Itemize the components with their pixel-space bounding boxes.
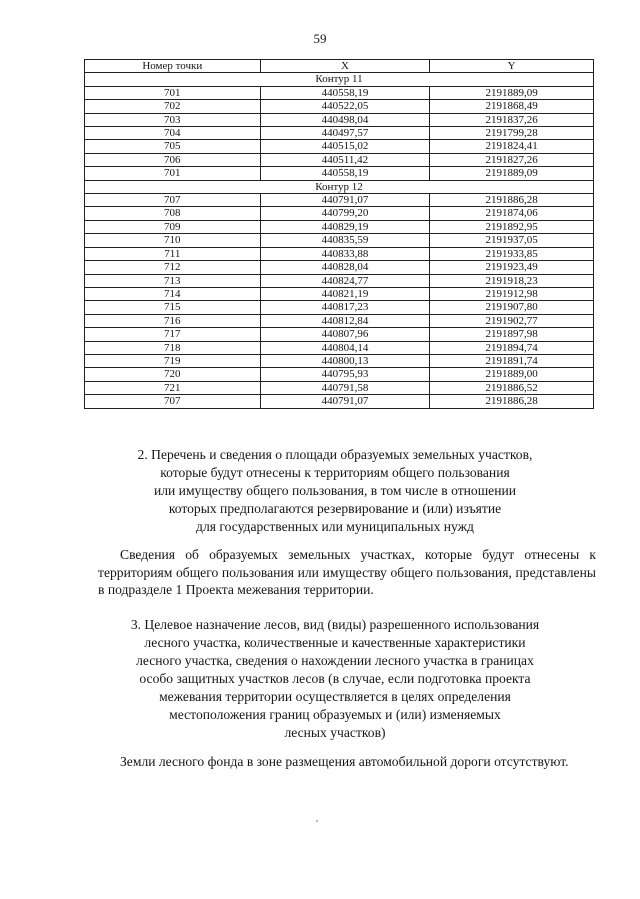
section-3-title-line: 3. Целевое назначение лесов, вид (виды) разрешенного использования — [130, 617, 540, 632]
y-coordinate-cell: 2191897,98 — [430, 328, 594, 341]
y-coordinate-cell: 2191918,23 — [430, 274, 594, 287]
x-coordinate-cell: 440522,05 — [260, 100, 430, 113]
y-coordinate-cell: 2191824,41 — [430, 140, 594, 153]
y-coordinate-cell: 2191889,09 — [430, 167, 594, 180]
point-number-cell: 707 — [85, 395, 261, 408]
x-coordinate-cell: 440791,07 — [260, 395, 430, 408]
column-header-x: X — [260, 60, 430, 73]
y-coordinate-cell: 2191886,28 — [430, 395, 594, 408]
x-coordinate-cell: 440795,93 — [260, 368, 430, 381]
section-3-title-line: особо защитных участков лесов (в случае, если подготовка проекта — [139, 671, 531, 686]
point-number-cell: 720 — [85, 368, 261, 381]
x-coordinate-cell: 440821,19 — [260, 287, 430, 300]
point-number-cell: 711 — [85, 247, 261, 260]
table-row — [85, 194, 594, 207]
point-number-cell: 705 — [85, 140, 261, 153]
table-header — [85, 60, 594, 73]
table-row — [85, 395, 594, 408]
point-number-cell: 710 — [85, 234, 261, 247]
point-number-cell: 706 — [85, 153, 261, 166]
point-number-cell: 715 — [85, 301, 261, 314]
table-row — [85, 220, 594, 233]
x-coordinate-cell: 440807,96 — [260, 328, 430, 341]
contour-header-row — [85, 73, 594, 86]
table-row — [85, 354, 594, 367]
x-coordinate-cell: 440791,58 — [260, 381, 430, 394]
x-coordinate-cell: 440497,57 — [260, 127, 430, 140]
table-body — [85, 73, 594, 408]
table-row — [85, 207, 594, 220]
point-number-cell: 714 — [85, 287, 261, 300]
y-coordinate-cell: 2191937,05 — [430, 234, 594, 247]
table-row — [85, 314, 594, 327]
x-coordinate-cell: 440511,42 — [260, 153, 430, 166]
section-2-title — [100, 446, 570, 536]
x-coordinate-cell: 440835,59 — [260, 234, 430, 247]
y-coordinate-cell: 2191923,49 — [430, 261, 594, 274]
y-coordinate-cell: 2191874,06 — [430, 207, 594, 220]
point-number-cell: 717 — [85, 328, 261, 341]
column-header-point-number: Номер точки — [85, 60, 261, 73]
section-2-title-line: или имуществу общего пользования, в том числе в отношении — [153, 483, 517, 498]
y-coordinate-cell: 2191837,26 — [430, 113, 594, 126]
table-row — [85, 328, 594, 341]
x-coordinate-cell: 440791,07 — [260, 194, 430, 207]
table-row — [85, 234, 594, 247]
contour-title: Контур 11 — [85, 73, 594, 86]
point-number-cell: 704 — [85, 127, 261, 140]
x-coordinate-cell: 440800,13 — [260, 354, 430, 367]
x-coordinate-cell: 440799,20 — [260, 207, 430, 220]
y-coordinate-cell: 2191889,09 — [430, 86, 594, 99]
table-row — [85, 301, 594, 314]
point-number-cell: 718 — [85, 341, 261, 354]
point-number-cell: 707 — [85, 194, 261, 207]
table-row — [85, 287, 594, 300]
y-coordinate-cell: 2191894,74 — [430, 341, 594, 354]
point-number-cell: 702 — [85, 100, 261, 113]
coordinates-table — [84, 59, 594, 409]
table-header-row — [85, 60, 594, 73]
table-row — [85, 381, 594, 394]
x-coordinate-cell: 440824,77 — [260, 274, 430, 287]
section-2-title-line: которых предполагаются резервирование и (или) изъятие — [168, 501, 502, 516]
section-3-title-line: лесного участка, количественные и качественные характеристики — [144, 635, 526, 650]
x-coordinate-cell: 440558,19 — [260, 86, 430, 99]
y-coordinate-cell: 2191827,26 — [430, 153, 594, 166]
x-coordinate-cell: 440515,02 — [260, 140, 430, 153]
table-row — [85, 113, 594, 126]
section-2-paragraph: Сведения об образуемых земельных участках, которые будут отнесены к территориям общего пользования или имуществу общего пользования, представлены в подразделе 1 Проекта межевания территории. — [98, 547, 596, 597]
contour-title: Контур 12 — [85, 180, 594, 193]
table-row — [85, 127, 594, 140]
table-row — [85, 368, 594, 381]
point-number-cell: 721 — [85, 381, 261, 394]
x-coordinate-cell: 440828,04 — [260, 261, 430, 274]
point-number-cell: 713 — [85, 274, 261, 287]
point-number-cell: 703 — [85, 113, 261, 126]
point-number-cell: 719 — [85, 354, 261, 367]
section-3-title-line: лесного участка, сведения о нахождении лесного участка в границах — [136, 653, 534, 668]
y-coordinate-cell: 2191892,95 — [430, 220, 594, 233]
table-row — [85, 100, 594, 113]
x-coordinate-cell: 440833,88 — [260, 247, 430, 260]
section-3-paragraph: Земли лесного фонда в зоне размещения автомобильной дороги отсутствуют. — [120, 754, 569, 769]
x-coordinate-cell: 440804,14 — [260, 341, 430, 354]
x-coordinate-cell: 440498,04 — [260, 113, 430, 126]
point-number-cell: 701 — [85, 167, 261, 180]
point-number-cell: 701 — [85, 86, 261, 99]
y-coordinate-cell: 2191868,49 — [430, 100, 594, 113]
section-3-title-line: лесных участков) — [284, 725, 386, 740]
point-number-cell: 709 — [85, 220, 261, 233]
x-coordinate-cell: 440812,84 — [260, 314, 430, 327]
section-3-title-line: межевания территории осуществляется в целях определения — [159, 689, 511, 704]
column-header-y: Y — [430, 60, 594, 73]
point-number-cell: 712 — [85, 261, 261, 274]
table-row — [85, 140, 594, 153]
y-coordinate-cell: 2191912,98 — [430, 287, 594, 300]
scan-dot — [316, 820, 318, 822]
y-coordinate-cell: 2191907,80 — [430, 301, 594, 314]
y-coordinate-cell: 2191891,74 — [430, 354, 594, 367]
x-coordinate-cell: 440558,19 — [260, 167, 430, 180]
section-2-title-line: которые будут отнесены к территориям общего пользования — [160, 465, 510, 480]
table-row — [85, 341, 594, 354]
table-row — [85, 153, 594, 166]
contour-header-row — [85, 180, 594, 193]
section-3-title-line: местоположения границ образуемых и (или) изменяемых — [169, 707, 501, 722]
section-2-title-line: для государственных или муниципальных нужд — [196, 519, 474, 534]
y-coordinate-cell: 2191886,52 — [430, 381, 594, 394]
point-number-cell: 708 — [85, 207, 261, 220]
section-2-title-line: 2. Перечень и сведения о площади образуемых земельных участков, — [137, 447, 533, 462]
table-row — [85, 274, 594, 287]
table-row — [85, 86, 594, 99]
point-number-cell: 716 — [85, 314, 261, 327]
y-coordinate-cell: 2191886,28 — [430, 194, 594, 207]
y-coordinate-cell: 2191933,85 — [430, 247, 594, 260]
section-3-title — [100, 616, 570, 742]
y-coordinate-cell: 2191889,00 — [430, 368, 594, 381]
page-number: 59 — [313, 31, 327, 46]
table-row — [85, 247, 594, 260]
x-coordinate-cell: 440829,19 — [260, 220, 430, 233]
table-row — [85, 167, 594, 180]
y-coordinate-cell: 2191902,77 — [430, 314, 594, 327]
table-row — [85, 261, 594, 274]
y-coordinate-cell: 2191799,28 — [430, 127, 594, 140]
x-coordinate-cell: 440817,23 — [260, 301, 430, 314]
